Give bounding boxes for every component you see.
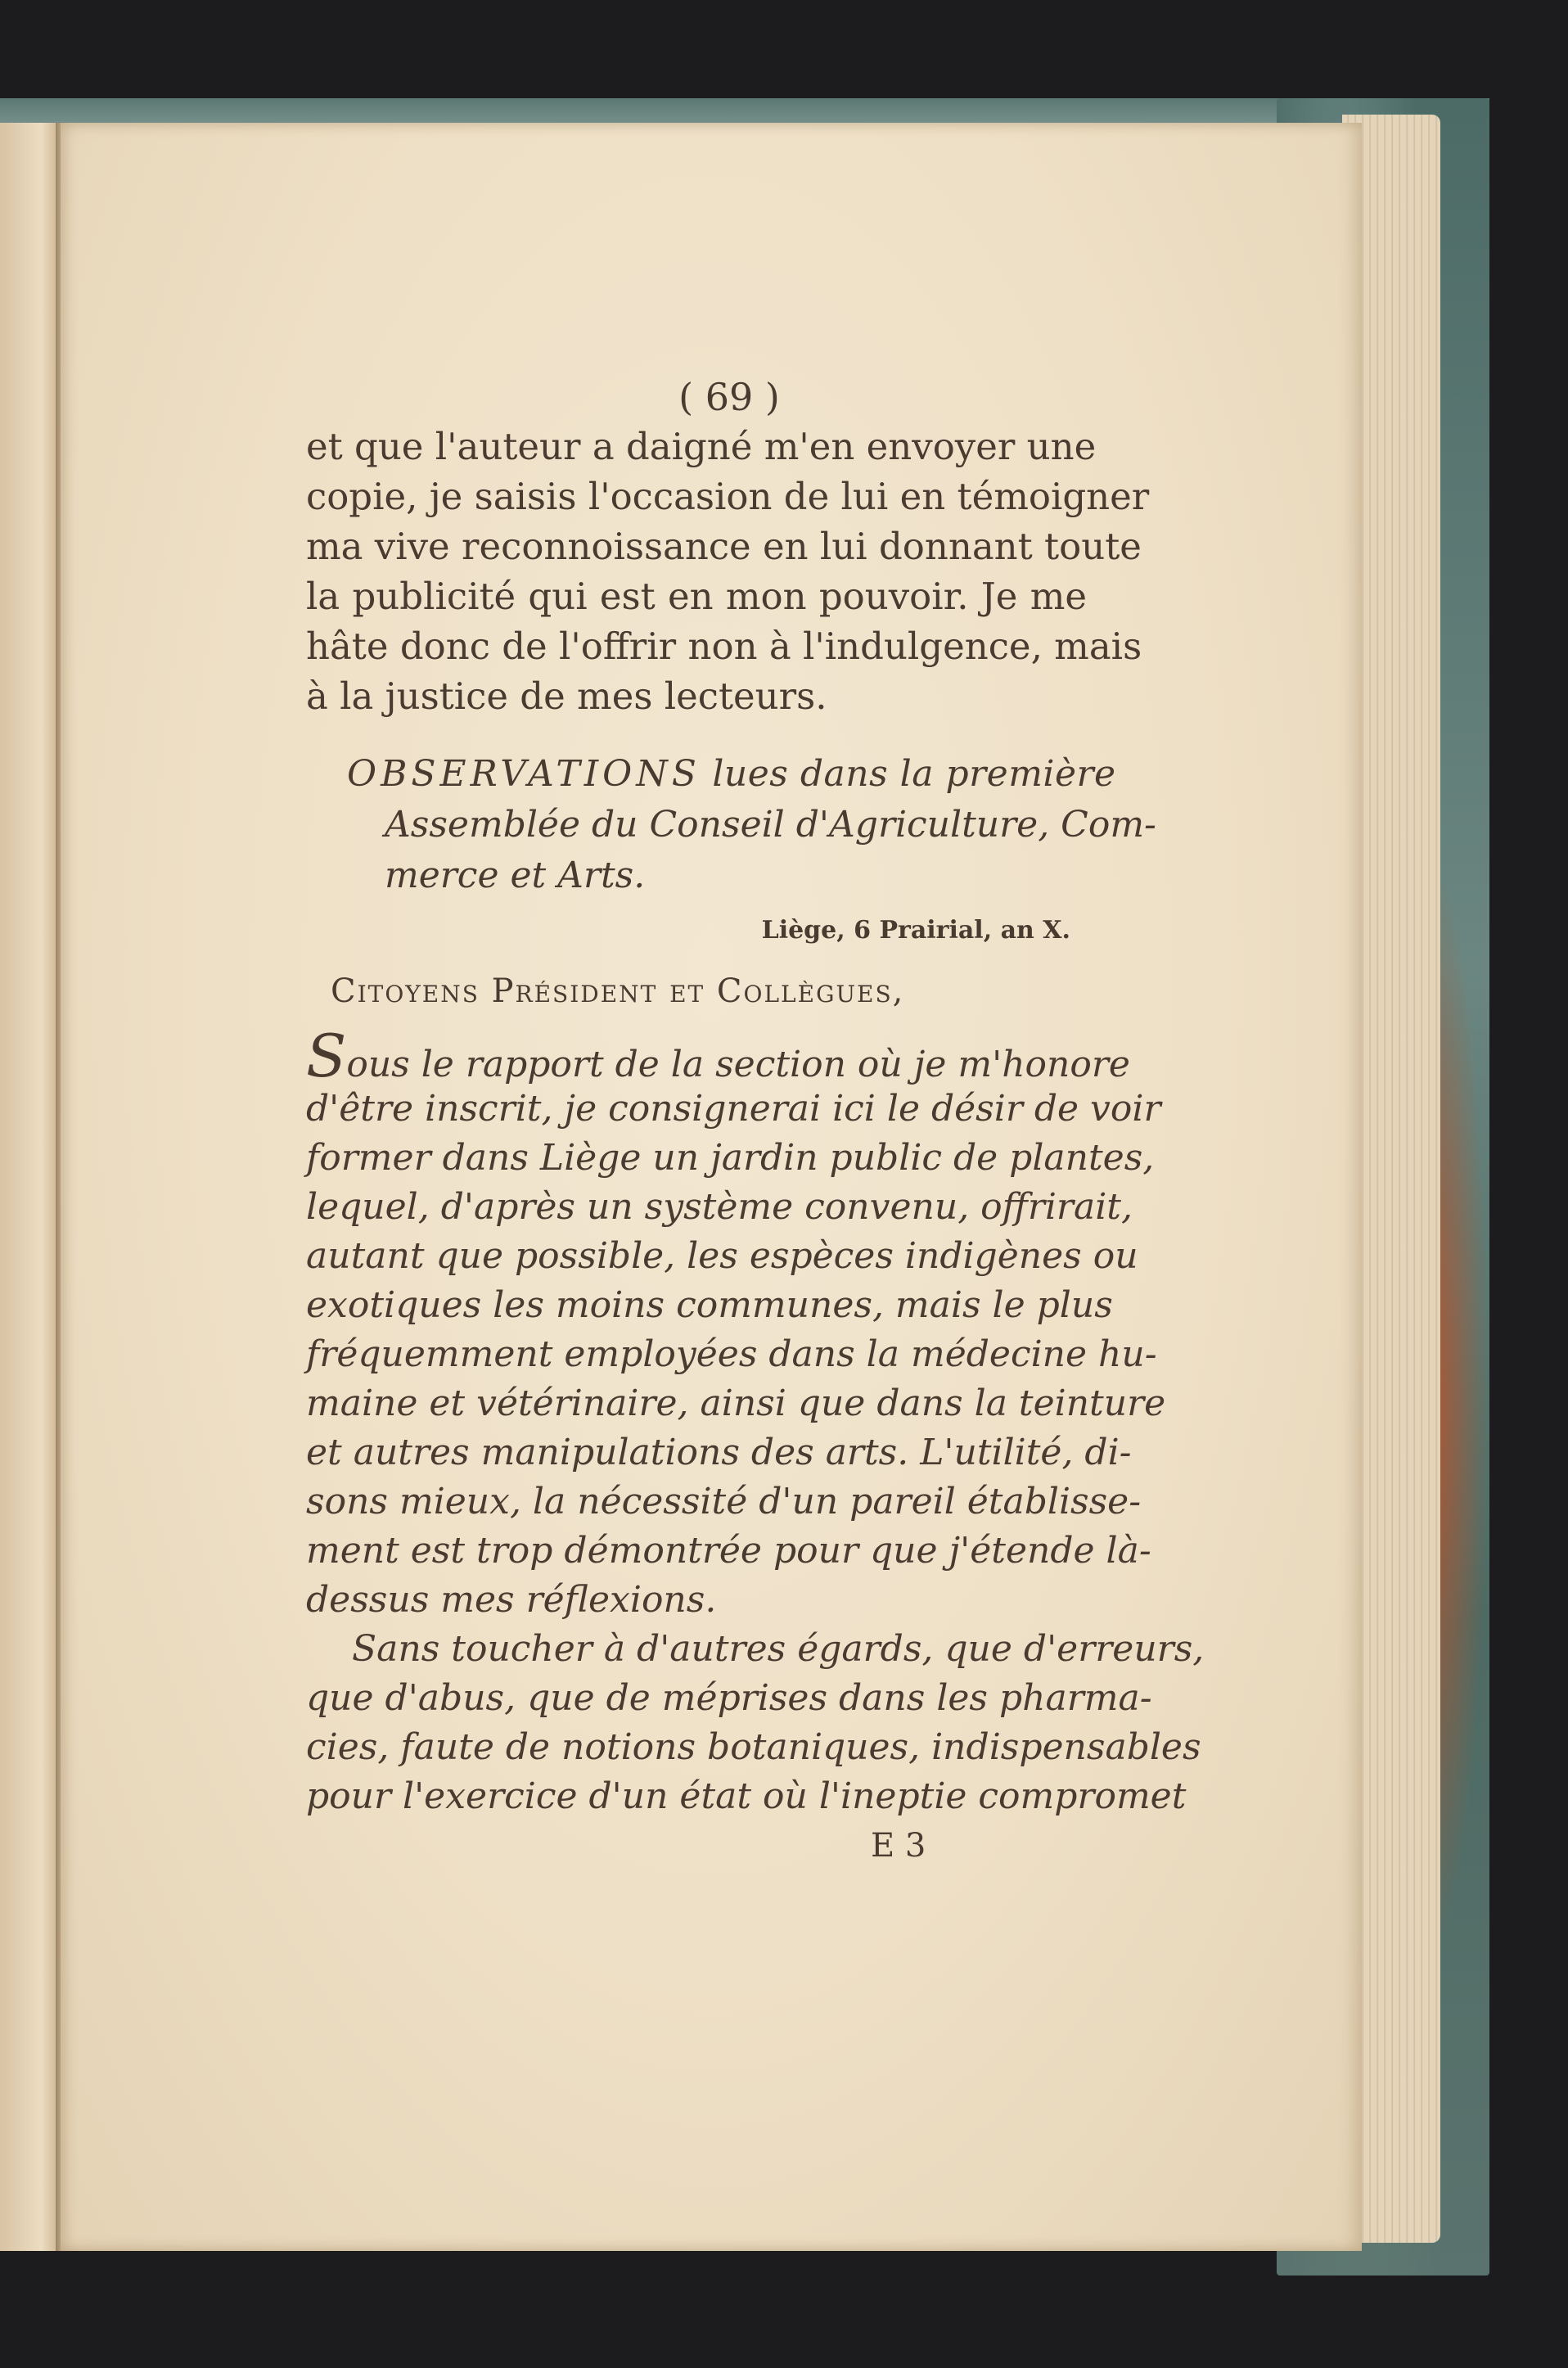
heading-line: merce et Arts. — [385, 855, 646, 896]
letter-line: et autres manipulations des arts. L'utilité, di- — [306, 1432, 1132, 1473]
letter-line: d'être inscrit, je consignerai ici le désir de voir — [306, 1088, 1161, 1130]
intro-paragraph — [306, 422, 1150, 721]
letter-line: former dans Liège un jardin public de plantes, — [306, 1137, 1155, 1179]
letter-line: cies, faute de notions botaniques, indispensables — [306, 1726, 1201, 1768]
letter-line: pour l'exercice d'un état où l'ineptie compromet — [306, 1775, 1187, 1817]
letter-body — [306, 1022, 1205, 1821]
book-page — [61, 123, 1362, 2251]
letter-line: ment est trop démontrée pour que j'étende là- — [306, 1530, 1151, 1572]
intro-line: copie, je saisis l'occasion de lui en témoigner — [306, 475, 1150, 518]
first-line-rest: ous le rapport de la section où je m'honore — [346, 1044, 1130, 1085]
text-block — [306, 372, 1205, 1867]
intro-line: la publicité qui est en mon pouvoir. Je me — [306, 575, 1087, 618]
page-number: ( 69 ) — [678, 375, 780, 419]
observations-heading — [306, 749, 1156, 901]
heading-line — [306, 749, 1116, 800]
drop-cap: S — [306, 1022, 347, 1090]
intro-line: ma vive reconnoissance en lui donnant toute — [306, 525, 1142, 568]
letter-line: maine et vétérinaire, ainsi que dans la teinture — [306, 1382, 1166, 1424]
intro-line: à la justice de mes lecteurs. — [306, 674, 827, 718]
heading-caps: OBSERVATIONS — [347, 753, 701, 795]
letter-line: fréquemment employées dans la médecine hu- — [306, 1333, 1157, 1375]
letter-line: sons mieux, la nécessité d'un pareil établisse- — [306, 1481, 1142, 1522]
letter-line: exotiques les moins communes, mais le plus — [306, 1284, 1113, 1326]
signature-mark: E 3 — [871, 1827, 926, 1865]
letter-line: lequel, d'après un système convenu, offrirait, — [306, 1186, 1133, 1228]
heading-line-rest: lues dans la première — [712, 753, 1116, 795]
intro-line: et que l'auteur a daigné m'en envoyer une — [306, 425, 1097, 468]
salutation: Citoyens Président et Collègues, — [331, 972, 905, 1010]
letter-line: Sans toucher à d'autres égards, que d'erreurs, — [352, 1628, 1205, 1670]
letter-line: dessus mes réflexions. — [306, 1579, 717, 1621]
letter-line — [306, 1022, 1130, 1090]
letter-line: que d'abus, que de méprises dans les pharma- — [306, 1677, 1152, 1719]
dateline: Liège, 6 Prairial, an X. — [761, 916, 1070, 945]
letter-line: autant que possible, les espèces indigènes ou — [306, 1235, 1138, 1277]
heading-line: Assemblée du Conseil d'Agriculture, Com- — [385, 804, 1156, 846]
intro-line: hâte donc de l'offrir non à l'indulgence, mais — [306, 625, 1142, 668]
facing-page-edge — [0, 123, 59, 2251]
